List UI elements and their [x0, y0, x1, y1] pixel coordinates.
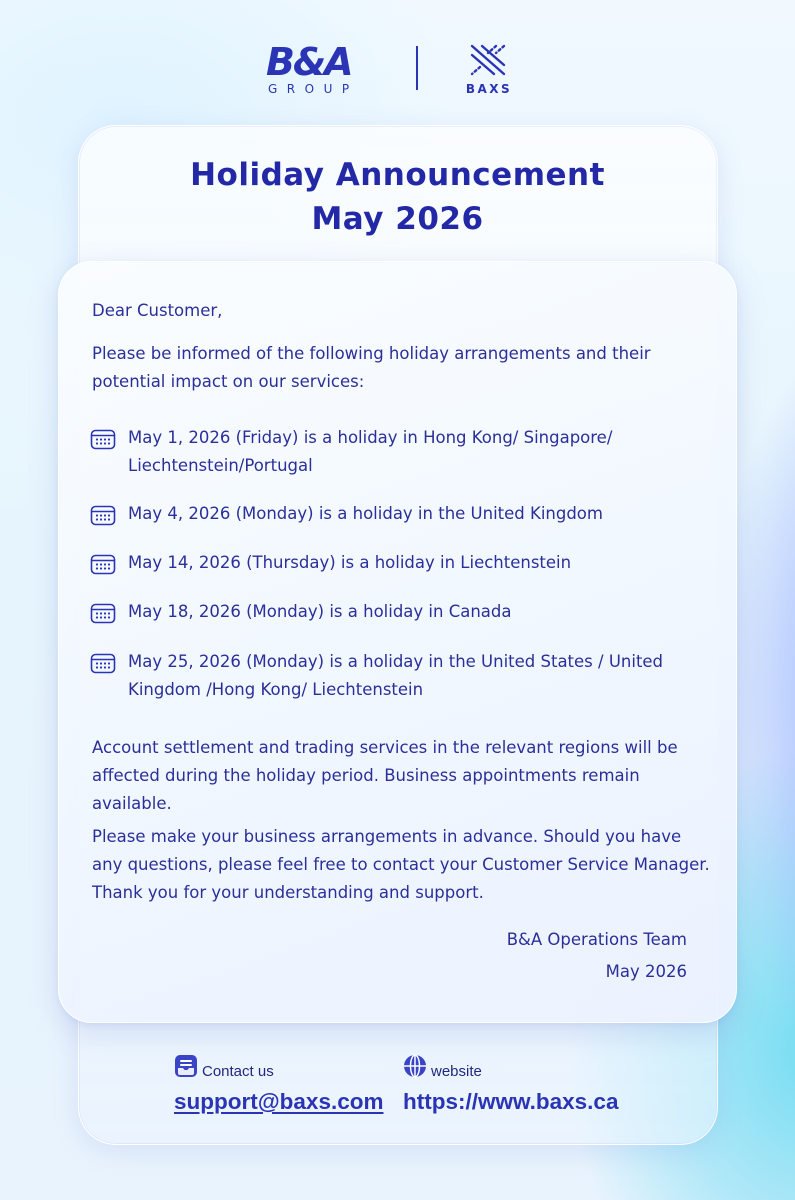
announcement-subtitle: May 2026 [311, 201, 484, 237]
ba-logo-subtitle: GROUP [268, 82, 359, 96]
contact-label: Contact us [202, 1063, 274, 1080]
signature-date: May 2026 [605, 962, 687, 981]
holiday-text: May 25, 2026 (Monday) is a holiday in the United States / United Kingdom /Hong Kong/ Liechtenstein [128, 652, 664, 699]
arrangements-paragraph: Please make your business arrangements in advance. Should you have any questions, please feel free to contact your Customer Service Manager. Thank you for your understanding and support. [92, 827, 710, 902]
ba-group-logo [266, 40, 374, 96]
baxs-mark-icon [466, 42, 510, 78]
holiday-text: May 4, 2026 (Monday) is a holiday in the United Kingdom [128, 504, 603, 523]
holiday-text: May 14, 2026 (Thursday) is a holiday in Liechtenstein [128, 553, 572, 572]
settlement-paragraph: Account settlement and trading services in the relevant regions will be affected during the holiday period. Business appointments remain available. [92, 738, 678, 813]
website-block [403, 1054, 633, 1118]
ba-logo-mark: B&A [266, 40, 352, 84]
contact-icon [174, 1054, 198, 1078]
holiday-item [90, 500, 710, 530]
calendar-icon [90, 428, 116, 450]
logo-bar [0, 38, 795, 98]
signature-team: B&A Operations Team [506, 930, 687, 949]
calendar-icon [90, 504, 116, 526]
support-email-link[interactable]: support@baxs.com [174, 1089, 384, 1114]
greeting-text: Dear Customer, [92, 301, 223, 320]
intro-paragraph: Please be informed of the following holiday arrangements and their potential impact on our services: [92, 344, 651, 391]
holiday-text: May 1, 2026 (Friday) is a holiday in Hong Kong/ Singapore/ Liechtenstein/Portugal [128, 428, 613, 475]
holiday-text: May 18, 2026 (Monday) is a holiday in Canada [128, 602, 512, 621]
calendar-icon [90, 652, 116, 674]
announcement-title: Holiday Announcement [190, 157, 605, 193]
globe-icon [403, 1054, 427, 1078]
baxs-logo-text: BAXS [465, 82, 513, 96]
contact-block [174, 1054, 384, 1118]
website-label: website [431, 1063, 482, 1080]
website-link[interactable]: https://www.baxs.ca [403, 1089, 619, 1114]
holiday-item [90, 648, 710, 706]
logo-divider [416, 46, 418, 90]
holiday-item [90, 598, 710, 628]
holiday-item [90, 424, 710, 482]
calendar-icon [90, 602, 116, 624]
calendar-icon [90, 553, 116, 575]
baxs-logo [456, 42, 520, 96]
holiday-item [90, 549, 710, 579]
